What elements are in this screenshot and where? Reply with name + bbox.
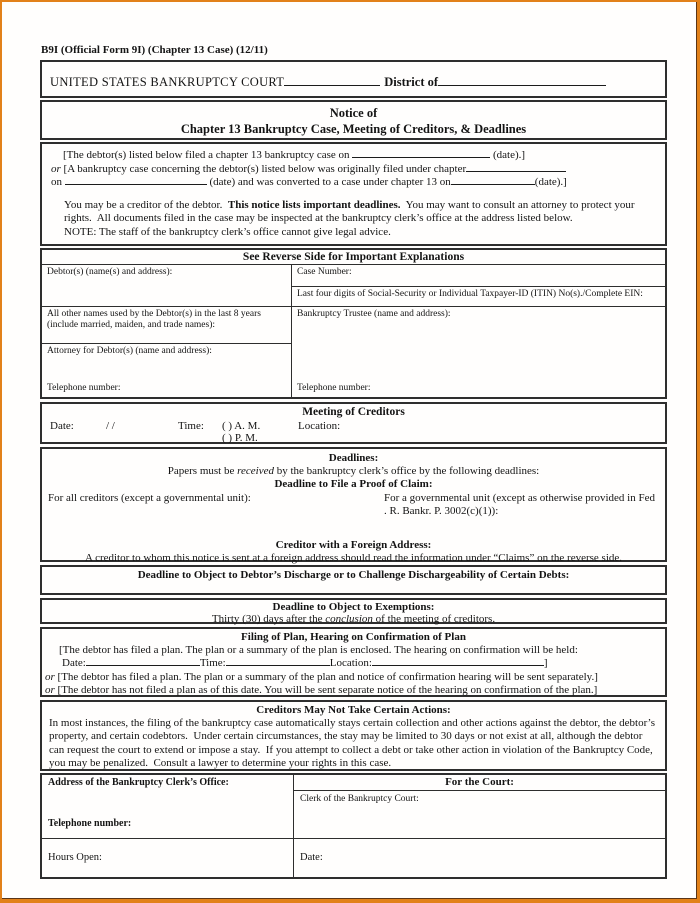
clerk-address-cell[interactable] xyxy=(42,775,294,839)
court-header-box xyxy=(40,60,667,98)
party-info-grid xyxy=(42,265,665,397)
exemptions-objection-box xyxy=(40,598,667,624)
conversion-date-blank-field[interactable] xyxy=(451,182,535,185)
footer-table xyxy=(40,773,667,879)
debtor-name-cell[interactable] xyxy=(42,265,292,307)
plan-title: Filing of Plan, Hearing on Confirmation of Plan xyxy=(241,631,466,643)
creditor-notice-paragraph xyxy=(51,199,656,226)
creditor-notice-post: You may want to consult an attorney to protect your rights. All documents filed in the case may be inspected at the bankruptcy clerk’s office at the address listed below. xyxy=(64,198,638,224)
papers-received-italic: received xyxy=(237,465,274,477)
for-the-court-header: For the Court: xyxy=(294,775,665,791)
plan-or2: or xyxy=(45,683,55,696)
governmental-unit-deadline: For a governmental unit (except as otherwise provided in Fed . R. Bankr. P. 3002(c)(1)): xyxy=(384,492,655,517)
plan-time-label: Time: xyxy=(199,657,226,670)
plan-filed-line: [The debtor has filed a plan. The plan or a summary of the plan is enclosed. The hearing on confirmation will be held: xyxy=(59,644,578,657)
foreign-address-title: Creditor with a Foreign Address: xyxy=(275,539,432,551)
am-checkbox[interactable]: ( ) A. M. xyxy=(222,420,261,432)
tax-id-cell[interactable] xyxy=(292,287,665,307)
other-names-cell[interactable] xyxy=(42,307,292,344)
meeting-title: Meeting of Creditors xyxy=(302,406,405,418)
hours-open-cell[interactable] xyxy=(42,839,294,877)
case-number-label: Case Number: xyxy=(297,267,352,277)
converted-case-line2 xyxy=(51,176,656,190)
plan-location-label: Location: xyxy=(329,657,372,670)
deadlines-title: Deadlines: xyxy=(328,452,379,464)
meeting-date-slashes[interactable]: / / xyxy=(106,420,115,432)
stay-box xyxy=(40,700,667,771)
clerk-note-line: NOTE: The staff of the bankruptcy clerk’s office cannot give legal advice. xyxy=(64,225,391,238)
important-deadlines-bold: This notice lists important deadlines. xyxy=(227,198,401,211)
plan-alt1-line xyxy=(42,671,665,684)
converted-case-text: [A bankruptcy case concerning the debtor(s) listed below was originally filed under chapter xyxy=(63,162,467,175)
hours-open-label: Hours Open: xyxy=(48,852,102,863)
tax-id-label: Last four digits of Social-Security or Individual Taxpayer-ID (ITIN) No(s)./Complete EIN: xyxy=(297,289,643,299)
district-label: District of xyxy=(384,75,439,89)
notice-title-line2: Chapter 13 Bankruptcy Case, Meeting of Creditors, & Deadlines xyxy=(180,122,527,136)
other-names-label: All other names used by the Debtor(s) in the last 8 years (include married, maiden, and trade names): xyxy=(47,309,261,330)
papers-received-line xyxy=(42,465,665,478)
notice-title-box xyxy=(40,100,667,140)
reverse-side-header: See Reverse Side for Important Explanations xyxy=(42,250,665,265)
notice-title-line1: Notice of xyxy=(329,106,378,120)
exemptions-title: Deadline to Object to Exemptions: xyxy=(272,601,435,613)
filed-case-text: [The debtor(s) listed below filed a chapter 13 bankruptcy case on xyxy=(63,149,350,161)
plan-date-label: Date: xyxy=(62,657,86,670)
deadlines-box xyxy=(40,447,667,562)
proof-of-claim-columns xyxy=(42,492,665,518)
stay-paragraph: In most instances, the filing of the bankruptcy case automatically stays certain collection and other actions against the debtor, the debtor’s property, and certain codebtors. Under certain circumstances, the stay may be limited to 30 days or not exist at all, although the debtor can request the court to extend or impose a stay. If you attempt to collect a debt or take other action in violation of the Bankruptcy Code, you may be penalized. Consult a lawyer to determine your rights in this case. xyxy=(49,717,658,769)
plan-filing-box xyxy=(40,627,667,697)
exemptions-text xyxy=(42,613,665,625)
papers-pre: Papers must be xyxy=(167,465,238,477)
court-date-cell[interactable] xyxy=(294,839,665,877)
meeting-of-creditors-box xyxy=(40,402,667,444)
creditor-notice-pre: You may be a creditor of the debtor. xyxy=(64,198,228,211)
plan-alt1-text: [The debtor has filed a plan. The plan or a summary of the plan and notice of confirmation hearing will be sent separately.] xyxy=(57,670,598,683)
stay-title: Creditors May Not Take Certain Actions: xyxy=(256,704,451,716)
filed-date-blank-field[interactable] xyxy=(352,155,490,158)
clerk-address-label: Address of the Bankruptcy Clerk’s Office: xyxy=(48,777,229,788)
attorney-phone-label: Telephone number: xyxy=(47,383,121,393)
court-name-blank-field[interactable] xyxy=(284,83,380,86)
district-blank-field[interactable] xyxy=(438,83,606,86)
party-info-table xyxy=(40,248,667,399)
trustee-label: Bankruptcy Trustee (name and address): xyxy=(297,309,451,319)
court-name: UNITED STATES BANKRUPTCY COURT xyxy=(50,75,285,89)
clerk-of-court-label: Clerk of the Bankruptcy Court: xyxy=(300,794,419,804)
meeting-location-label: Location: xyxy=(298,420,341,432)
form-sheet xyxy=(40,44,667,879)
exemptions-conclusion-italic: conclusion xyxy=(325,613,373,625)
debtor-name-label: Debtor(s) (name(s) and address): xyxy=(47,267,173,277)
plan-location-blank-field[interactable] xyxy=(372,663,544,666)
plan-hearing-line xyxy=(42,657,665,670)
foreign-address-text: A creditor to whom this notice is sent at a foreign address should read the information under “Claims” on the reverse side. xyxy=(84,552,623,564)
intro-box xyxy=(40,142,667,246)
clerk-phone-label: Telephone number: xyxy=(48,818,132,829)
plan-time-blank-field[interactable] xyxy=(226,663,330,666)
meeting-time-label: Time: xyxy=(178,420,204,432)
all-creditors-deadline: For all creditors (except a governmental unit): xyxy=(48,492,251,504)
meeting-date-label: Date: xyxy=(50,420,74,432)
plan-date-blank-field[interactable] xyxy=(86,663,200,666)
plan-alt2-line xyxy=(42,684,665,697)
on-text: on xyxy=(51,176,62,188)
filed-case-line xyxy=(51,149,656,163)
court-date-label: Date: xyxy=(300,852,323,863)
plan-bracket-close: ] xyxy=(543,657,548,670)
exemptions-pre: Thirty (30) days after the xyxy=(211,613,326,625)
form-id-line: B9I (Official Form 9I) (Chapter 13 Case) (12/11) xyxy=(41,44,268,56)
plan-alt2-text: [The debtor has not filed a plan as of this date. You will be sent separate notice of the hearing on confirmation of the plan.] xyxy=(57,683,598,696)
converted-case-line1 xyxy=(51,163,656,177)
trustee-cell[interactable] xyxy=(292,307,665,397)
discharge-objection-box xyxy=(40,565,667,595)
converted-mid-text: (date) and was converted to a case under chapter 13 on xyxy=(209,176,451,188)
conversion-date-suffix: (date).] xyxy=(534,176,567,188)
discharge-objection-title: Deadline to Object to Debtor’s Discharge or to Challenge Dischargeability of Certain Debts: xyxy=(137,569,570,581)
original-date-blank-field[interactable] xyxy=(65,182,207,185)
plan-or1: or xyxy=(45,670,55,683)
trustee-phone-label: Telephone number: xyxy=(297,383,371,393)
clerk-of-court-cell[interactable] xyxy=(294,791,665,839)
or-text: or xyxy=(51,162,61,175)
chapter-blank-field[interactable] xyxy=(466,169,566,172)
proof-of-claim-title: Deadline to File a Proof of Claim: xyxy=(274,478,433,490)
exemptions-post: of the meeting of creditors. xyxy=(372,613,496,625)
case-number-cell[interactable] xyxy=(292,265,665,287)
papers-post: by the bankruptcy clerk’s office by the following deadlines: xyxy=(273,465,540,477)
attorney-label: Attorney for Debtor(s) (name and address): xyxy=(47,346,212,356)
filed-date-suffix: (date).] xyxy=(493,149,526,161)
attorney-cell[interactable] xyxy=(42,344,292,397)
pm-checkbox[interactable]: ( ) P. M. xyxy=(222,432,258,444)
